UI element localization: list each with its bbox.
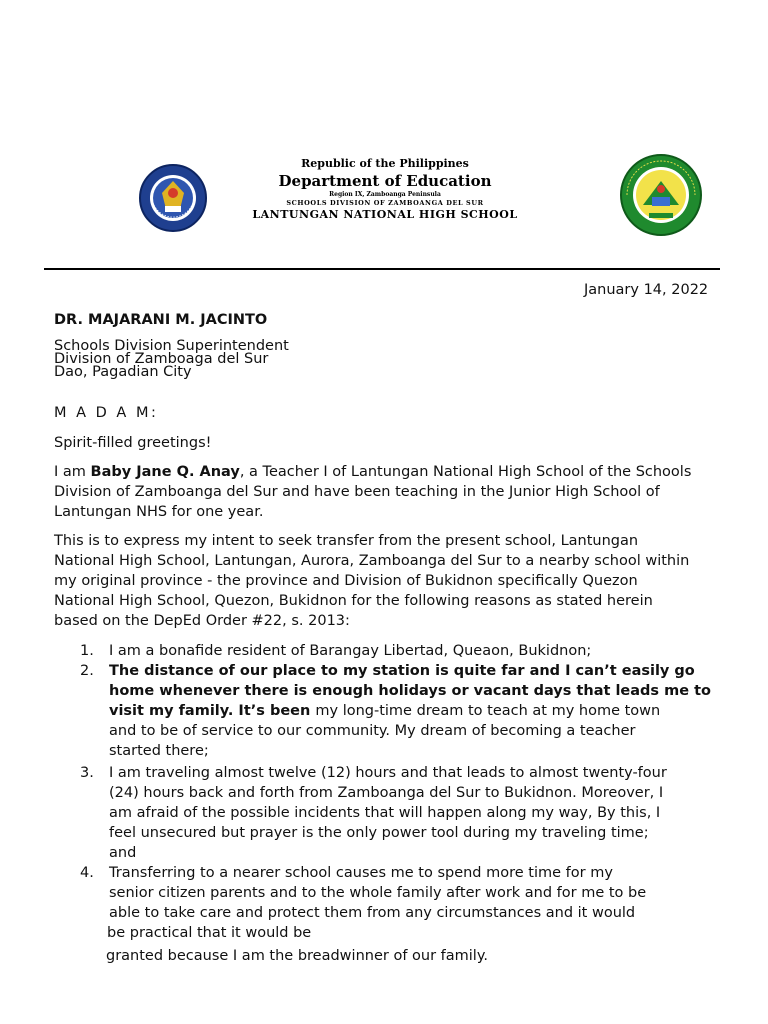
reason-item <box>109 661 711 761</box>
intro-line-3: Lantungan NHS for one year. <box>54 504 264 520</box>
school-seal-logo <box>619 153 703 237</box>
reason-number: 3. <box>80 765 94 781</box>
reason-line: Transferring to a nearer school causes me to spend more time for my <box>109 865 613 881</box>
purpose-paragraph <box>54 531 724 631</box>
reason-line: and to be of service to our community. My dream of becoming a teacher <box>109 723 636 739</box>
reason-line: able to take care and protect them from any circumstances and it would <box>109 905 636 921</box>
recipient-division: Division of Zamboaga del Sur <box>54 351 269 367</box>
reason-line: am afraid of the possible incidents that will happen along my way, By this, I <box>109 805 661 821</box>
intro-pre: I am <box>54 464 91 480</box>
reason-item <box>106 863 647 966</box>
salutation: M A D A M: <box>54 405 159 421</box>
reason-line: senior citizen parents and to the whole family after work and for me to be <box>109 885 647 901</box>
header-department: Department of Education <box>278 172 492 190</box>
deped-seal-logo <box>138 163 208 233</box>
recipient-name: DR. MAJARANI M. JACINTO <box>54 312 268 328</box>
reason-line: and <box>109 845 137 861</box>
reason-line: The distance of our place to my station is quite far and I can’t easily go <box>109 663 695 679</box>
reason-line: granted because I am the breadwinner of our family. <box>106 948 488 964</box>
header-divider <box>44 268 720 270</box>
reason-line: home whenever there is enough holidays or vacant days that leads me to <box>109 683 711 699</box>
header-school-name: LANTUNGAN NATIONAL HIGH SCHOOL <box>252 208 518 221</box>
reason-line: I am a bonafide resident of Barangay Libertad, Queaon, Bukidnon; <box>109 643 592 659</box>
reason-number: 1. <box>80 643 94 659</box>
reason-line: feel unsecured but prayer is the only power tool during my traveling time; <box>109 825 649 841</box>
reason-line: be practical that it would be <box>107 925 312 941</box>
reason-item <box>109 763 667 863</box>
reason-line-rest: my long-time dream to teach at my home town <box>315 703 661 719</box>
letter-date: January 14, 2022 <box>584 282 709 298</box>
header-division: SCHOOLS DIVISION OF ZAMBOANGA DEL SUR <box>286 199 484 207</box>
reason-line <box>109 701 711 721</box>
header-republic: Republic of the Philippines <box>301 157 469 170</box>
intro-line-1-rest: , a Teacher I of Lantungan National High School of the Schools <box>239 464 692 480</box>
writer-name: Baby Jane Q. Anay <box>90 464 240 480</box>
purpose-line: This is to express my intent to seek transfer from the present school, Lantungan <box>54 533 639 549</box>
header-region: Region IX, Zamboanga Peninsula <box>329 191 441 198</box>
reason-item <box>109 641 591 661</box>
purpose-line: based on the DepEd Order #22, s. 2013: <box>54 613 350 629</box>
reason-line: (24) hours back and forth from Zamboanga del Sur to Bukidnon. Moreover, I <box>109 785 664 801</box>
reason-line-bold-part: visit my family. It’s been <box>109 703 316 719</box>
purpose-line: National High School, Lantungan, Aurora, Zamboanga del Sur to a nearby school within <box>54 553 690 569</box>
reason-line: I am traveling almost twelve (12) hours and that leads to almost twenty-four <box>109 765 667 781</box>
purpose-line: National High School, Quezon, Bukidnon for the following reasons as stated herein <box>54 593 653 609</box>
reason-line: started there; <box>109 743 209 759</box>
intro-paragraph <box>54 462 724 522</box>
purpose-line: my original province - the province and Division of Bukidnon specifically Quezon <box>54 573 638 589</box>
reason-number: 4. <box>80 865 94 881</box>
intro-line-1 <box>54 462 724 482</box>
greeting: Spirit-filled greetings! <box>54 435 212 451</box>
recipient-location: Dao, Pagadian City <box>54 364 192 380</box>
recipient-title: Schools Division Superintendent <box>54 338 289 354</box>
intro-line-2: Division of Zamboanga del Sur and have been teaching in the Junior High School of <box>54 484 660 500</box>
reason-number: 2. <box>80 663 94 679</box>
